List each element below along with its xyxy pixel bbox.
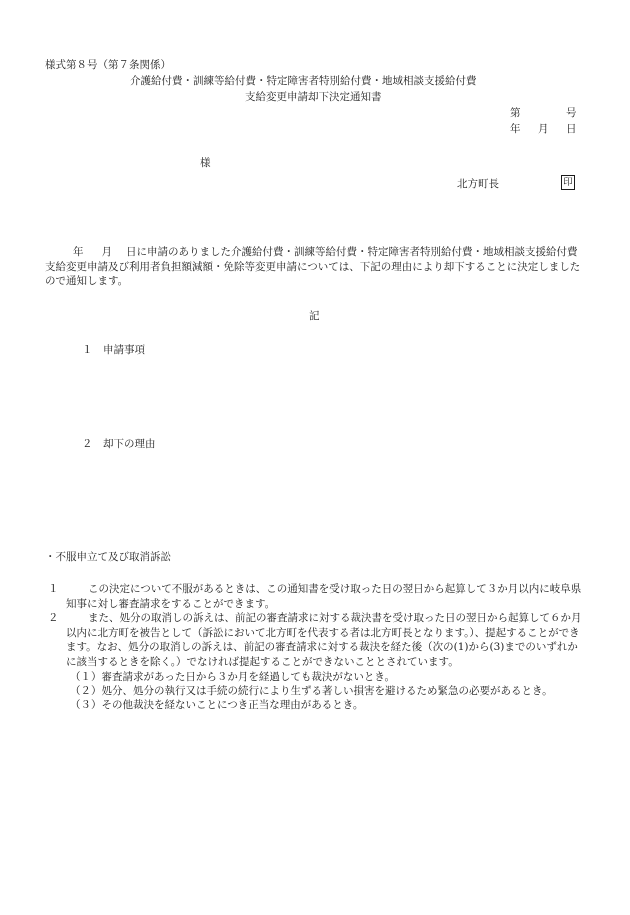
seal-icon: 印 [561, 175, 575, 190]
sub-item-3: （３）その他裁決を経ないことにつき正当な理由があるとき。 [70, 699, 364, 711]
document-title-line1: 介護給付費・訓練等給付費・特定障害者特別給付費・地域相談支援給付費 [130, 75, 477, 87]
document-number-prefix: 第 [510, 107, 521, 119]
body-text: 日に申請のありました介護給付費・訓練等給付費・特定障害者特別給付費・地域相談支援給付費支給変更申請及び利用者負担額減額・免除等変更申請については、下記の理由により却下することに決定しましたので通知します。 [45, 246, 581, 287]
item2-label: 却下の理由 [103, 438, 156, 450]
date-day: 日 [566, 123, 577, 135]
document-number-suffix: 号 [566, 107, 577, 119]
addressee-suffix: 様 [200, 157, 211, 169]
date-month: 月 [538, 123, 549, 135]
appeal-item1-text: この決定について不服があるときは、この通知書を受け取った日の翌日から起算して３か月以内に岐阜県知事に対し審査請求をすることができます。 [66, 583, 582, 610]
form-label: 様式第８号（第７条関係） [45, 59, 171, 71]
sub-item-1: （１）審査請求があった日から３か月を経過しても裁決がないとき。 [70, 671, 395, 683]
item1-label: 申請事項 [103, 344, 145, 356]
item2-number: ２ [82, 438, 93, 450]
appeal-item2-text: また、処分の取消しの訴えは、前記の審査請求に対する裁決書を受け取った日の翌日から起算して６か月以内に北方町を被告として（訴訟において北方町を代表する者は北方町長となります。）、提起することができます。なお、処分の取消しの訴えは、前記の審査請求に対する裁決を経た後（次の(1)から(3)までのいずれかに該当するときを除く。）でなければ提起することができないこととされています。 [66, 612, 582, 668]
date-year: 年 [510, 123, 521, 135]
seal-box [561, 175, 575, 190]
document-title-line2: 支給変更申請却下決定通知書 [245, 91, 382, 103]
issuer-name: 北方町長 [457, 178, 499, 190]
appeal-item2-number: ２ [48, 612, 59, 624]
item1-number: １ [82, 344, 93, 356]
body-paragraph [45, 245, 585, 289]
sub-item-2: （２）処分、処分の執行又は手続の続行により生ずる著しい損害を避けるため緊急の必要があるとき。 [70, 685, 553, 697]
body-year: 年 [73, 246, 84, 258]
appeal-item1-number: １ [48, 583, 59, 595]
appeal-heading: ・不服申立て及び取消訴訟 [45, 551, 171, 563]
ki-heading: 記 [309, 310, 320, 322]
body-month: 月 [101, 246, 112, 258]
